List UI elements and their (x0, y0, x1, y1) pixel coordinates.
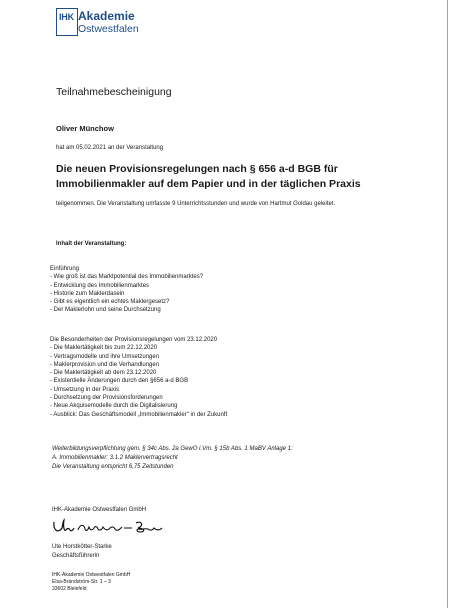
attendance-intro: hat am 05.02.2021 an der Veranstaltung (56, 145, 164, 151)
content-item: - Der Maklerlohn und seine Durchsetzung (50, 307, 161, 314)
content-item: - Vertragsmodelle und ihre Umsetzungen (50, 353, 160, 360)
course-title-line1: Die neuen Provisionsregelungen nach § 656 a-d BGB für (56, 163, 338, 175)
course-title-line2: Immobilienmakler auf dem Papier und in der täglichen Praxis (56, 178, 361, 190)
content-item: - Gibt es eigentlich ein echtes Maklergesetz? (50, 299, 170, 306)
logo-mark (56, 8, 78, 36)
content-item: - Existentielle Änderungen durch den §656 a-d BGB (50, 378, 189, 385)
content-item: - Entwicklung des Immobilienmarktes (50, 282, 150, 289)
course-description: teilgenommen. Die Veranstaltung umfasste 9 Unterrichtsstunden und wurde von Hartmut Goldau geleitet. (56, 201, 336, 207)
content-item: - Wie groß ist das Marktpotential des Immobilienmarktes? (50, 274, 204, 281)
note-line: A. Immobilienmakler: 3.1.2 Maklervertragsrecht (52, 455, 178, 461)
content-item: - Durchsetzung der Provisionsforderungen (50, 395, 163, 402)
signer-role: Geschäftsführerin (52, 552, 100, 559)
content-item: - Umsetzung in der Praxis (50, 386, 120, 393)
footer-line: IHK-Akademie Ostwestfalen GmbH (52, 572, 131, 578)
signer-name: Ute Horstkötter-Starke (52, 544, 112, 550)
ihk-akademie-logo (56, 8, 174, 36)
content-heading: Inhalt der Veranstaltung: (56, 241, 127, 247)
participant-name: Oliver Münchow (56, 124, 114, 133)
content-item: - Die Maklertätigkeit ab dem 23.12.2020 (50, 370, 157, 377)
content-item: - Ausblick: Das Geschäftsmodell „Immobilienmakler" in der Zukunft (50, 411, 228, 418)
signer-block (52, 543, 112, 560)
logo-mark-text: IHK (59, 12, 74, 22)
course-title (56, 162, 361, 192)
content-item: Die Besonderheiten der Provisionsregelungen vom 23.12.2020 (50, 337, 218, 343)
content-item: - Die Maklertätigkeit bis zum 22.12.2020 (50, 345, 158, 352)
page-edge-line (447, 0, 448, 608)
note-line: Weiterbildungsverpflichtung gem. § 34c Abs. 2a GewO i.Vm. § 15b Abs. 1 MaBV Anlage 1: (52, 446, 293, 452)
content-list-regulations (50, 336, 227, 419)
content-item: - Maklerprovision und die Verhandlungen (50, 361, 160, 368)
note-line: Die Veranstaltung entspricht 6,75 Zeitstunden (52, 464, 174, 470)
content-item: Einführung (50, 266, 80, 272)
content-item: - Historie zum Maklerdasein (50, 290, 125, 297)
handwritten-signature (52, 516, 172, 538)
logo-subtitle: Ostwestfalen (78, 23, 139, 35)
content-list-introduction (50, 265, 203, 315)
issuing-organization: IHK-Akademie Ostwestfalen GmbH (52, 507, 147, 513)
content-item: - Neue Akquisemodelle durch die Digitalisierung (50, 403, 178, 410)
footer-line: 33602 Bielefeld (52, 586, 87, 592)
footer-line: Elsa-Brändström-Str. 1 – 3 (52, 579, 111, 585)
logo-title: Akademie (78, 9, 135, 23)
training-obligation-note (52, 445, 293, 472)
footer-address (52, 572, 130, 593)
document-title: Teilnahmebescheinigung (56, 86, 172, 98)
